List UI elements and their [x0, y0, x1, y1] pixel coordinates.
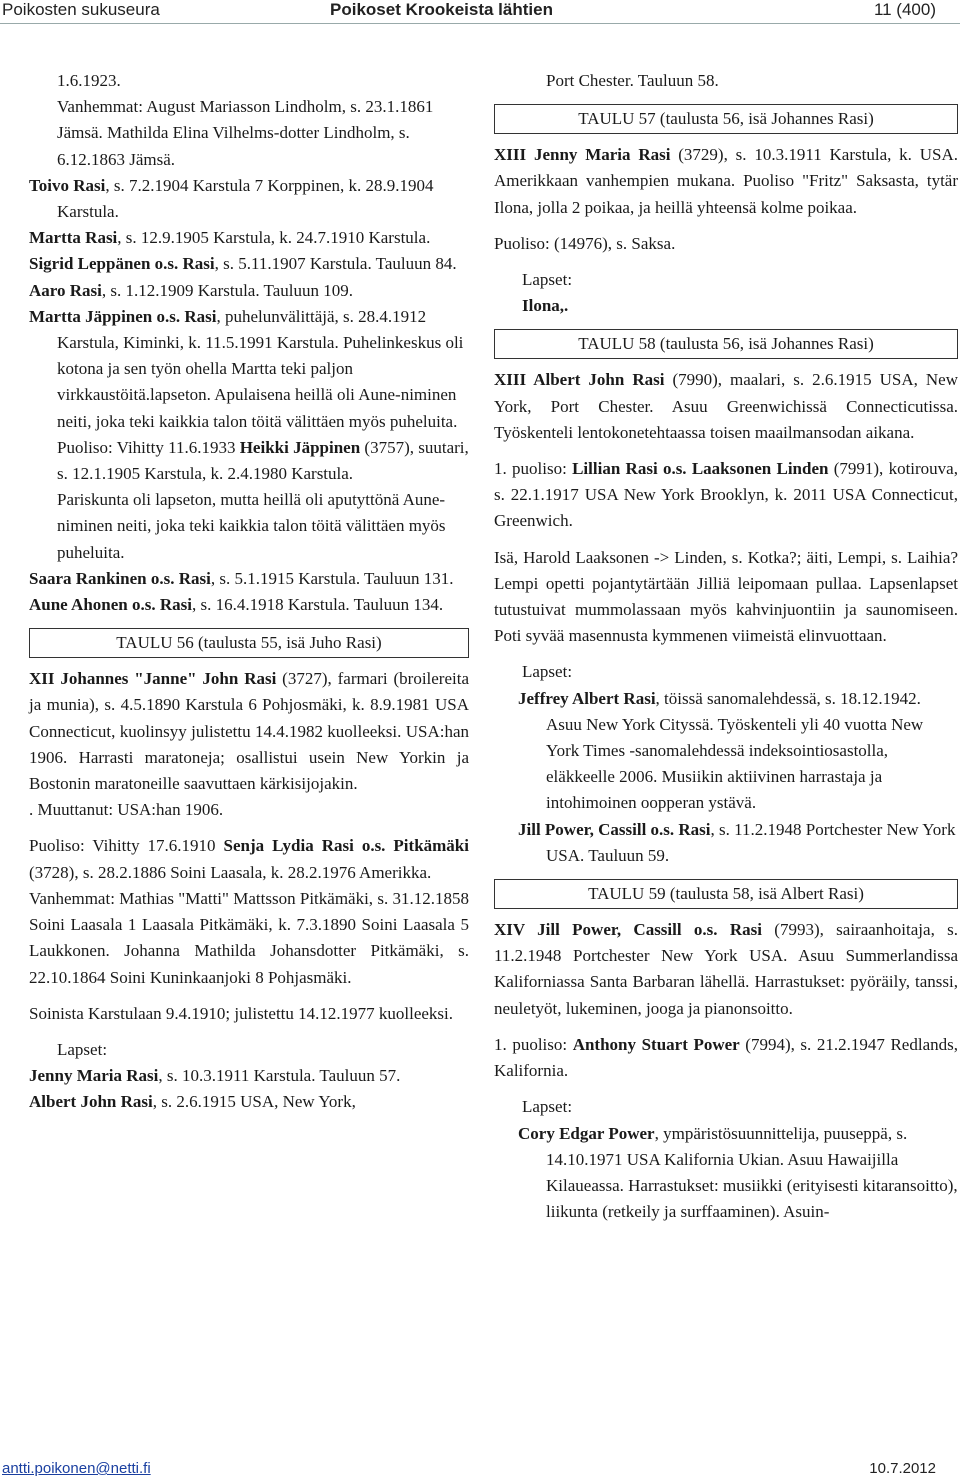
child-entry: Martta Jäppinen o.s. Rasi, puhelunvälittäjä, s. 28.4.1912 Karstula, Kiminki, k. 11.5.1991 Karstula. Puhelinkeskus oli kotona ja sen työn ohella Martta teki paljon virkkaustöitä.lapseton. Apulaisena heillä oli Aune-niminen neiti, joka teki kaikkia talon töitä välittäen myös puheluita. Puoliso: Vihitty 11.6.1933 Heikki Jäppinen (3757), suutari, s. 12.1.1905 Karstula, k. 2.4.1980 Karstula. [29, 306, 469, 484]
right-column [494, 71, 959, 1225]
book-title: Poikoset Krookeista lähtien [330, 0, 553, 19]
spouse-entry: 1. puoliso: Lillian Rasi o.s. Laaksonen Linden (7991), kotirouva, s. 22.1.1917 USA New York Brooklyn, k. 2011 USA Connecticut, Greenwich. [494, 459, 958, 531]
parents-pitkamaki: Vanhemmat: Mathias "Matti" Mattsson Pitkämäki, s. 31.12.1858 Soini Laasala 1 Laasala Pitkämäki, k. 7.3.1890 Soini Laasala 5 Laukkonen. Johanna Mathilda Johansdotter Pitkämäki, s. 22.10.1864 Soini Kuninkaanjoki 8 Pohjasmäki. [29, 888, 469, 987]
person-entry: XII Johannes "Janne" John Rasi (3727), farmari (broilereita ja munia), s. 4.5.1890 Karstula 6 Pohjosmäki, k. 8.9.1981 USA Connecticut, kuolinsyy julistettu 14.4.1982 kuolleeksi. USA:han 1906. Harrasti maratoneja; osallistui usein New Yorkin ja Bostonin maratoneille saavuttaen kärkisijojakin. [29, 669, 470, 794]
table-heading-58: TAULU 58 (taulusta 56, isä Johannes Rasi) [494, 329, 958, 359]
child-entry: Aune Ahonen o.s. Rasi, s. 16.4.1918 Karstula. Tauluun 134. [29, 595, 444, 615]
person-entry: XIII Jenny Maria Rasi (3729), s. 10.3.1911 Karstula, k. USA. Amerikkaan vanhempien mukana. Puoliso "Fritz" Saksasta, tytär Ilona, jolla 2 poikaa, ja heillä yhteensä kolme poikaa. [494, 145, 958, 217]
parents-lindholm: Vanhemmat: August Mariasson Lindholm, s. 23.1.1861 Jämsä. Mathilda Elina Vilhelms-dotter Lindholm, s. 6.12.1863 Jämsä. [57, 97, 434, 169]
table-heading-56: TAULU 56 (taulusta 55, isä Juho Rasi) [29, 628, 469, 658]
person-entry: XIII Albert John Rasi (7990), maalari, s. 2.6.1915 USA, New York, Port Chester. Asuu Greenwichissä Connecticutissa. Työskenteli lentokonetehtaassa toisen maailmansodan aikana. [494, 370, 959, 442]
spouse-entry: Puoliso: Vihitty 17.6.1910 Senja Lydia Rasi o.s. Pitkämäki (3728), s. 28.2.1886 Soini Laasala, k. 28.2.1976 Amerikka. [29, 836, 469, 882]
spouse-entry: Puoliso: (14976), s. Saksa. [494, 233, 676, 253]
table-heading-57: TAULU 57 (taulusta 56, isä Johannes Rasi) [494, 104, 958, 134]
children-label: Lapset: [522, 1097, 573, 1117]
email-link[interactable]: antti.poikonen@netti.fi [2, 1460, 151, 1477]
child-entry: Jenny Maria Rasi, s. 10.3.1911 Karstula. Tauluun 57. [29, 1066, 401, 1086]
society-name: Poikosten sukuseura [2, 0, 160, 19]
person-entry: XIV Jill Power, Cassill o.s. Rasi (7993), sairaanhoitaja, s. 11.2.1948 Portchester New York USA. Asuu Summerlandissa Kaliforniassa Santa Barbaran lähellä. Harrastukset: pyöräily, tanssi, neuletyöt, lukeminen, jooga ja pianonsoitto. [494, 920, 958, 1018]
left-column [29, 68, 469, 1116]
children-label: Lapset: [522, 270, 573, 290]
spouse-entry: 1. puoliso: Anthony Stuart Power (7994), s. 21.2.1947 Redlands, Kalifornia. [494, 1034, 958, 1081]
paragraph: Pariskunta oli lapseton, mutta heillä oli aputyttönä Aune-niminen neiti, joka teki kaikkia talon töitä välittäen myös puheluita. [57, 490, 446, 562]
footer-date: 10.7.2012 [869, 1460, 936, 1477]
children-label: Lapset: [522, 662, 573, 682]
children-label: Lapset: [57, 1039, 108, 1059]
paragraph: Port Chester. Tauluun 58. [546, 71, 719, 90]
child-entry: Martta Rasi, s. 12.9.1905 Karstula, k. 24.7.1910 Karstula. [29, 228, 431, 248]
page-header [0, 0, 960, 24]
date-line: 1.6.1923. [57, 71, 121, 90]
child-entry: Jill Power, Cassill o.s. Rasi, s. 11.2.1948 Portchester New York USA. Tauluun 59. [518, 819, 956, 865]
child-entry: Saara Rankinen o.s. Rasi, s. 5.1.1915 Karstula. Tauluun 131. [29, 568, 454, 588]
child-entry: Jeffrey Albert Rasi, töissä sanomalehdessä, s. 18.12.1942. Asuu New York Cityssä. Työskenteli yli 40 vuotta New York Times -sanomalehdessä indeksointiosastolla, eläkkeelle 2006. Musiikin aktiivinen harrastaja ja intohimoinen oopperan ystävä. [518, 688, 924, 813]
child-entry: Ilona,. [522, 296, 569, 316]
child-entry: Aaro Rasi, s. 1.12.1909 Karstula. Tauluun 109. [29, 280, 354, 300]
table-heading-59: TAULU 59 (taulusta 58, isä Albert Rasi) [494, 879, 958, 909]
paragraph: Isä, Harold Laaksonen -> Linden, s. Kotka?; äiti, Lempi, s. Laihia? Lempi opetti pojantytärtään Jilliä leipomaan pullaa. Lapsenlapset tutustuivat mummolassaan myös kahvinjuontiin ja saunomiseen. Poti syvää masennusta kymmenen viimeistä elinvuottaan. [494, 547, 958, 646]
child-entry: Toivo Rasi, s. 7.2.1904 Karstula 7 Korppinen, k. 28.9.1904 Karstula. [29, 175, 434, 222]
page-number: 11 (400) [873, 0, 936, 19]
child-entry: Sigrid Leppänen o.s. Rasi, s. 5.11.1907 Karstula. Tauluun 84. [29, 254, 457, 274]
paragraph: . Muuttanut: USA:han 1906. [29, 800, 224, 820]
header-rule [0, 23, 960, 24]
paragraph: Soinista Karstulaan 9.4.1910; julistettu 14.12.1977 kuolleeksi. [29, 1003, 454, 1023]
child-entry: Albert John Rasi, s. 2.6.1915 USA, New York, [29, 1092, 356, 1112]
child-entry: Cory Edgar Power, ympäristösuunnittelija, puuseppä, s. 14.10.1971 USA Kalifornia Ukian. Asuu Hawaijilla Kilaueassa. Harrastukset: musiikki (erityisesti kitaransoitto), liikunta (retkeily ja surffaaminen). Asuin- [518, 1123, 958, 1222]
